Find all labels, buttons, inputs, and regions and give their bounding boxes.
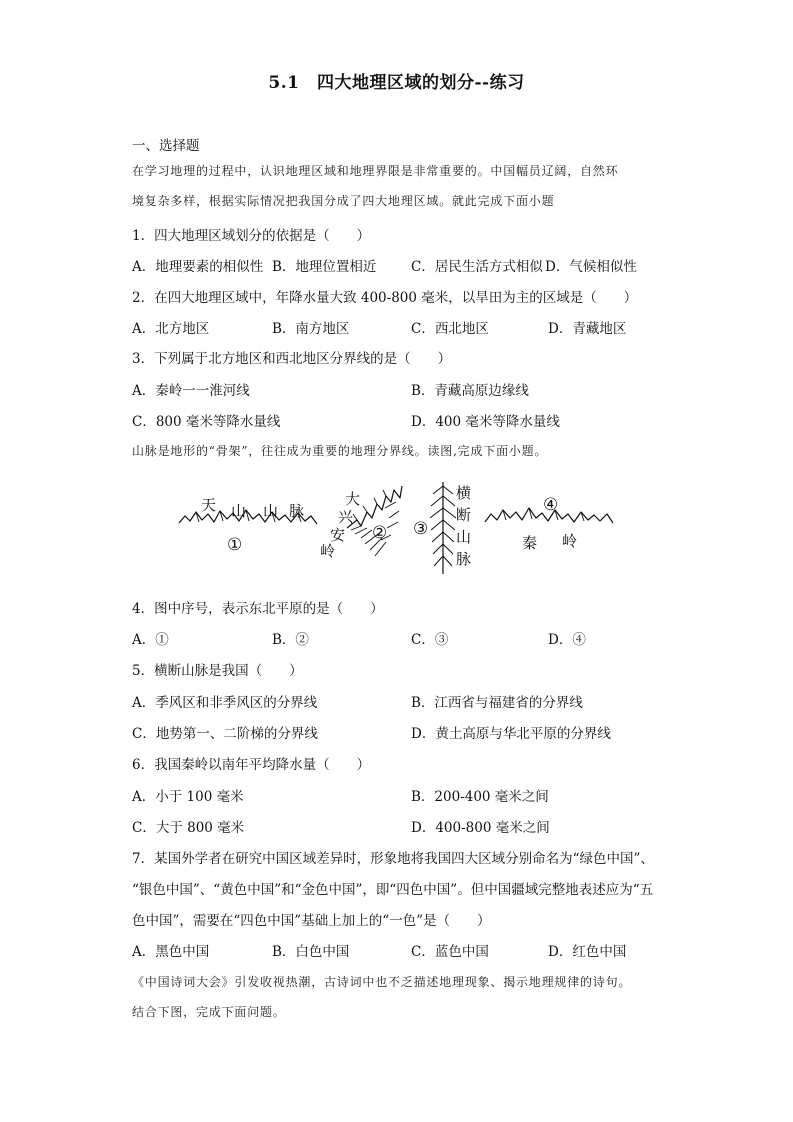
- daxinganling-label-char-3: 安: [330, 526, 346, 544]
- question-4-option-d[interactable]: D．④: [548, 632, 586, 648]
- daxinganling-label-char-4: 岭: [320, 542, 336, 560]
- tianshan-label-char-3: 山: [263, 502, 279, 520]
- hengduan-label-char-1: 横: [456, 484, 472, 502]
- question-1-option-c[interactable]: C．居民生活方式相似: [411, 259, 543, 275]
- question-5-option-d[interactable]: D．黄土高原与华北平原的分界线: [411, 726, 611, 742]
- question-2-option-a[interactable]: A．北方地区: [132, 321, 210, 337]
- question-3-option-d[interactable]: D．400 毫米等降水量线: [411, 414, 560, 430]
- question-3-option-a[interactable]: A．秦岭一一淮河线: [132, 383, 250, 399]
- question-4-option-c[interactable]: C．③: [411, 632, 449, 648]
- tianshan-label-char-1: 天: [201, 496, 217, 514]
- question-4-option-b[interactable]: B．②: [272, 632, 309, 648]
- question-6-option-b[interactable]: B．200-400 毫米之间: [411, 789, 549, 805]
- marker-1: ①: [227, 535, 243, 555]
- question-2-option-c[interactable]: C．西北地区: [411, 321, 489, 337]
- question-5-option-b[interactable]: B．江西省与福建省的分界线: [411, 695, 583, 711]
- question-6-option-a[interactable]: A．小于 100 毫米: [132, 789, 244, 805]
- hengduan-label-char-2: 断: [456, 506, 472, 524]
- mountain-ranges-drawing: [175, 478, 615, 578]
- question-2-option-d[interactable]: D．青藏地区: [548, 321, 627, 337]
- daxinganling-label-char-2: 兴: [338, 508, 354, 526]
- question-3-option-c[interactable]: C．800 毫米等降水量线: [132, 414, 281, 430]
- question-7-option-c[interactable]: C．蓝色中国: [411, 944, 489, 960]
- question-7-option-a[interactable]: A．黑色中国: [132, 944, 210, 960]
- question-5-stem: 5．横断山脉是我国（ ）: [132, 663, 303, 679]
- question-7-stem-line-3: 色中国”，需要在“四色中国”基础上加上的“一色”是（ ）: [132, 913, 491, 929]
- question-1-stem: 1．四大地理区域划分的依据是（ ）: [132, 228, 371, 244]
- marker-4: ④: [543, 495, 559, 515]
- question-7-option-d[interactable]: D．红色中国: [548, 944, 627, 960]
- question-7-stem-line-1: 7．某国外学者在研究中国区域差异时，形象地将我国四大区域分别命名为“绿色中国”、: [132, 851, 654, 867]
- section-heading: 一、选择题: [132, 138, 200, 154]
- question-5-option-a[interactable]: A．季风区和非季风区的分界线: [132, 695, 318, 711]
- intro-paragraph-2: 山脉是地形的“骨架”，往往成为重要的地理分界线。读图,完成下面小题。: [132, 444, 548, 458]
- question-1-option-a[interactable]: A．地理要素的相似性: [132, 259, 264, 275]
- question-7-stem-line-2: “银色中国”、“黄色中国”和“金色中国”，即“四色中国”。但中国疆域完整地表述应为“五: [132, 882, 654, 898]
- qinling-label-char-2: 岭: [562, 532, 578, 550]
- question-6-stem: 6．我国秦岭以南年平均降水量（ ）: [132, 757, 371, 773]
- hengduan-label-char-4: 脉: [456, 550, 472, 568]
- mountain-ranges-figure: [175, 478, 615, 578]
- question-7-option-b[interactable]: B．白色中国: [272, 944, 350, 960]
- question-6-option-c[interactable]: C．大于 800 毫米: [132, 820, 245, 836]
- question-5-option-c[interactable]: C．地势第一、二阶梯的分界线: [132, 726, 318, 742]
- question-3-stem: 3．下列属于北方地区和西北地区分界线的是（ ）: [132, 351, 452, 367]
- qinling-label-char-1: 秦: [522, 534, 538, 552]
- question-4-stem: 4．图中序号，表示东北平原的是（ ）: [132, 601, 384, 617]
- intro-paragraph-3-line-2: 结合下图，完成下面问题。: [132, 1005, 286, 1019]
- marker-3: ③: [413, 519, 429, 539]
- tianshan-label-char-2: 山: [231, 502, 247, 520]
- question-6-option-d[interactable]: D．400-800 毫米之间: [411, 820, 550, 836]
- hengduan-label-char-3: 山: [456, 528, 472, 546]
- tianshan-label-char-4: 脉: [289, 502, 305, 520]
- question-2-option-b[interactable]: B．南方地区: [272, 321, 350, 337]
- question-2-stem: 2．在四大地理区域中，年降水量大致 400-800 毫米，以旱田为主的区域是（ ）: [132, 290, 638, 306]
- intro-paragraph-1-line-2: 境复杂多样，根据实际情况把我国分成了四大地理区域。就此完成下面小题: [132, 194, 555, 208]
- question-3-option-b[interactable]: B．青藏高原边缘线: [411, 383, 529, 399]
- intro-paragraph-3-line-1: 《中国诗词大会》引发收视热潮，古诗词中也不乏描述地理现象、揭示地理规律的诗句。: [132, 975, 632, 989]
- question-1-option-b[interactable]: B．地理位置相近: [272, 259, 377, 275]
- marker-2: ②: [372, 523, 388, 543]
- question-1-option-d[interactable]: D．气候相似性: [545, 259, 637, 275]
- question-4-option-a[interactable]: A．①: [132, 632, 169, 648]
- intro-paragraph-1-line-1: 在学习地理的过程中，认识地理区域和地理界限是非常重要的。中国幅员辽阔，自然环: [132, 164, 619, 178]
- page-title: 5.1 四大地理区域的划分--练习: [268, 73, 525, 93]
- daxinganling-label-char-1: 大: [345, 490, 361, 508]
